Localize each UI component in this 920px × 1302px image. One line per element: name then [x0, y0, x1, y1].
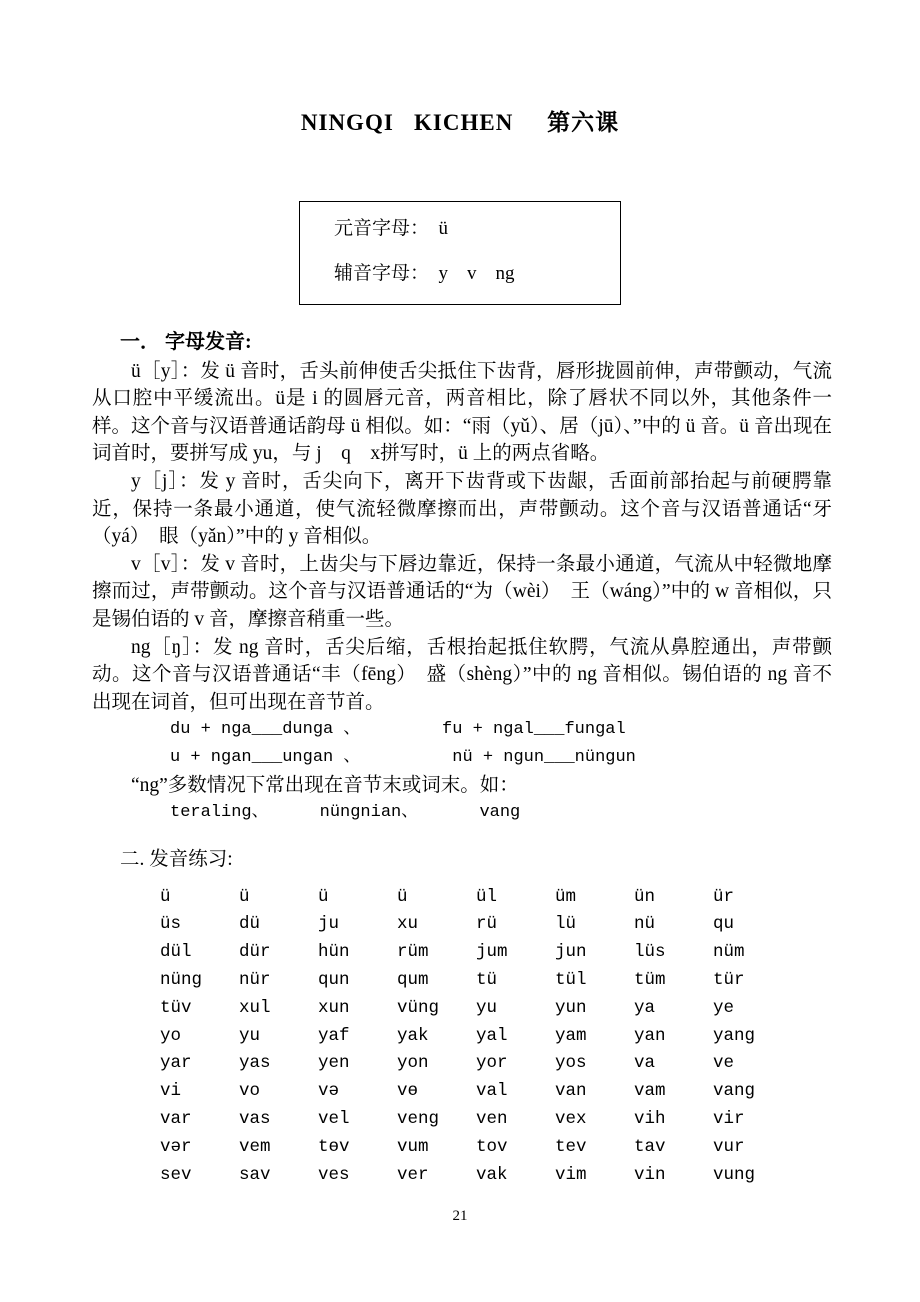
syllable-cell: xul: [239, 997, 271, 1018]
syllable-cell: ye: [713, 997, 735, 1018]
syllable-cell: ün: [634, 886, 656, 907]
syllable-cell: vim: [555, 1164, 587, 1185]
syllable-cell: qun: [318, 969, 350, 990]
syllable-row: [160, 910, 920, 938]
syllable-cell: nür: [239, 969, 271, 990]
syllable-cell: vih: [634, 1108, 666, 1129]
syllable-cell: dül: [160, 942, 192, 963]
syllable-cell: tev: [555, 1136, 587, 1157]
paragraph-y-sound: y［j］：发 y 音时，舌尖向下，离开下齿背或下齿龈，舌面前部抬起与前硬腭靠近，保持一条最小通道，使气流轻微摩擦而出，声带颤动。这个音与汉语普通话“牙（yá） 眼（yǎn）”中的 y 音相似。: [92, 470, 832, 548]
syllable-cell: yor: [476, 1053, 508, 1074]
section-heading-pronunciation: 一． 字母发音:: [120, 330, 252, 353]
syllable-cell: qum: [397, 969, 429, 990]
syllable-cell: tül: [555, 969, 587, 990]
syllable-cell: tüm: [634, 969, 666, 990]
section-heading-practice: 二. 发音练习:: [120, 848, 233, 870]
syllable-row: [160, 1022, 920, 1050]
syllable-cell: üs: [160, 914, 182, 935]
syllable-cell: ü: [397, 886, 408, 907]
syllable-cell: tov: [476, 1136, 508, 1157]
vowel-letters-line: 元音字母： ü: [334, 218, 449, 239]
syllable-cell: ven: [476, 1108, 508, 1129]
syllable-cell: vang: [713, 1081, 756, 1102]
syllable-cell: vur: [713, 1136, 745, 1157]
syllable-cell: xu: [397, 914, 419, 935]
syllable-cell: ve: [713, 1053, 735, 1074]
syllable-cell: hün: [318, 942, 350, 963]
syllable-cell: yon: [397, 1053, 429, 1074]
syllable-row: [160, 1161, 920, 1189]
syllable-cell: nüng: [160, 969, 203, 990]
syllable-cell: var: [160, 1108, 192, 1129]
syllable-cell: yo: [160, 1025, 182, 1046]
syllable-cell: va: [634, 1053, 656, 1074]
syllable-cell: val: [476, 1081, 508, 1102]
syllable-cell: üm: [555, 886, 577, 907]
syllable-cell: ya: [634, 997, 656, 1018]
syllable-cell: vum: [397, 1136, 429, 1157]
syllable-cell: jun: [555, 942, 587, 963]
syllable-cell: tav: [634, 1136, 666, 1157]
syllable-row: [160, 1133, 920, 1161]
syllable-cell: dür: [239, 942, 271, 963]
syllable-cell: tüv: [160, 997, 192, 1018]
syllable-cell: ü: [318, 886, 329, 907]
syllable-cell: lüs: [634, 942, 666, 963]
syllable-cell: vər: [160, 1136, 192, 1157]
syllable-cell: yak: [397, 1025, 429, 1046]
syllable-cell: tɵv: [318, 1136, 350, 1157]
syllable-cell: yan: [634, 1025, 666, 1046]
syllable-cell: dü: [239, 914, 261, 935]
syllable-cell: van: [555, 1081, 587, 1102]
syllable-cell: jum: [476, 942, 508, 963]
syllable-row: [160, 1105, 920, 1133]
syllable-table: [160, 883, 920, 1189]
paragraph-ng-sound: ng［ŋ］：发 ng 音时，舌尖后缩，舌根抬起抵住软腭，气流从鼻腔通出，声带颤动。这个音与汉语普通话“丰（fēng） 盛（shèng）”中的 ng 音相似。锡伯语的 ng 音不出现在词首，但可出现在音节首。: [92, 636, 832, 713]
syllable-cell: ves: [318, 1164, 350, 1185]
syllable-cell: ju: [318, 914, 340, 935]
syllable-cell: yen: [318, 1053, 350, 1074]
page-number: 21: [452, 1208, 468, 1224]
ng-usage-note: “ng”多数情况下常出现在音节末或词末。如：: [131, 774, 519, 796]
syllable-cell: rü: [476, 914, 498, 935]
syllable-cell: yal: [476, 1025, 508, 1046]
syllable-cell: ü: [239, 886, 250, 907]
syllable-cell: vex: [555, 1108, 587, 1129]
syllable-row: [160, 966, 920, 994]
syllable-cell: yar: [160, 1053, 192, 1074]
syllable-cell: yaf: [318, 1025, 350, 1046]
syllable-cell: vüng: [397, 997, 440, 1018]
syllable-cell: yun: [555, 997, 587, 1018]
consonant-letters-line: 辅音字母： y v ng: [334, 262, 515, 284]
page-title: NINGQI KICHEN 第六课: [300, 110, 620, 135]
syllable-cell: yam: [555, 1025, 587, 1046]
syllable-cell: xun: [318, 997, 350, 1018]
syllable-cell: və: [318, 1081, 340, 1102]
paragraph-u-sound: ü［y］：发 ü 音时，舌头前伸使舌尖抵住下齿背，唇形拢圆前伸，声带颤动，气流从口腔中平缓流出。ü是 i 的圆唇元音，两音相比，除了唇状不同以外，其他条件一样。这个音与汉语普通话韵母 ü 相似。如：“雨（yǔ）、居（jū）、”中的 ü 音。ü 音出现在词首时，要拼写成 yu，与 j q x拼写时，ü 上的两点省略。: [92, 360, 832, 465]
syllable-row: [160, 938, 920, 966]
syllable-cell: nü: [634, 914, 656, 935]
syllable-cell: vo: [239, 1081, 261, 1102]
syllable-cell: yos: [555, 1053, 587, 1074]
syllable-cell: yu: [239, 1025, 261, 1046]
syllable-cell: vung: [713, 1164, 756, 1185]
syllable-cell: yu: [476, 997, 498, 1018]
syllable-cell: ür: [713, 886, 735, 907]
syllable-cell: ü: [160, 886, 171, 907]
ng-example-line-2: u + ngan___ungan 、 nü + ngun___nüngun: [170, 747, 636, 767]
syllable-cell: vɵ: [397, 1081, 419, 1102]
ng-example-words: teraling、 nüngnian、 vang: [170, 803, 521, 823]
syllable-cell: qu: [713, 914, 735, 935]
syllable-cell: sav: [239, 1164, 271, 1185]
syllable-cell: vem: [239, 1136, 271, 1157]
syllable-row: [160, 1077, 920, 1105]
syllable-cell: tü: [476, 969, 498, 990]
syllable-cell: vi: [160, 1081, 182, 1102]
syllable-row: [160, 883, 920, 911]
syllable-cell: rüm: [397, 942, 429, 963]
syllable-row: [160, 994, 920, 1022]
syllable-cell: sev: [160, 1164, 192, 1185]
syllable-cell: vin: [634, 1164, 666, 1185]
syllable-cell: vak: [476, 1164, 508, 1185]
syllable-cell: vel: [318, 1108, 350, 1129]
syllable-cell: yas: [239, 1053, 271, 1074]
syllable-cell: veng: [397, 1108, 440, 1129]
paragraph-v-sound: v［v］：发 v 音时，上齿尖与下唇边靠近，保持一条最小通道，气流从中轻微地摩擦而过，声带颤动。这个音与汉语普通话的“为（wèi） 王（wáng）”中的 w 音相似，只是锡伯语的 v 音，摩擦音稍重一些。: [92, 553, 832, 630]
syllable-cell: ver: [397, 1164, 429, 1185]
syllable-cell: nüm: [713, 942, 745, 963]
syllable-cell: lü: [555, 914, 577, 935]
syllable-cell: vam: [634, 1081, 666, 1102]
letters-box: [299, 201, 621, 305]
syllable-cell: vas: [239, 1108, 271, 1129]
syllable-cell: ül: [476, 886, 498, 907]
syllable-cell: yang: [713, 1025, 756, 1046]
syllable-cell: vir: [713, 1108, 745, 1129]
syllable-cell: tür: [713, 969, 745, 990]
ng-example-line-1: du + nga___dunga 、 fu + ngal___fungal: [170, 720, 626, 740]
syllable-row: [160, 1049, 920, 1077]
